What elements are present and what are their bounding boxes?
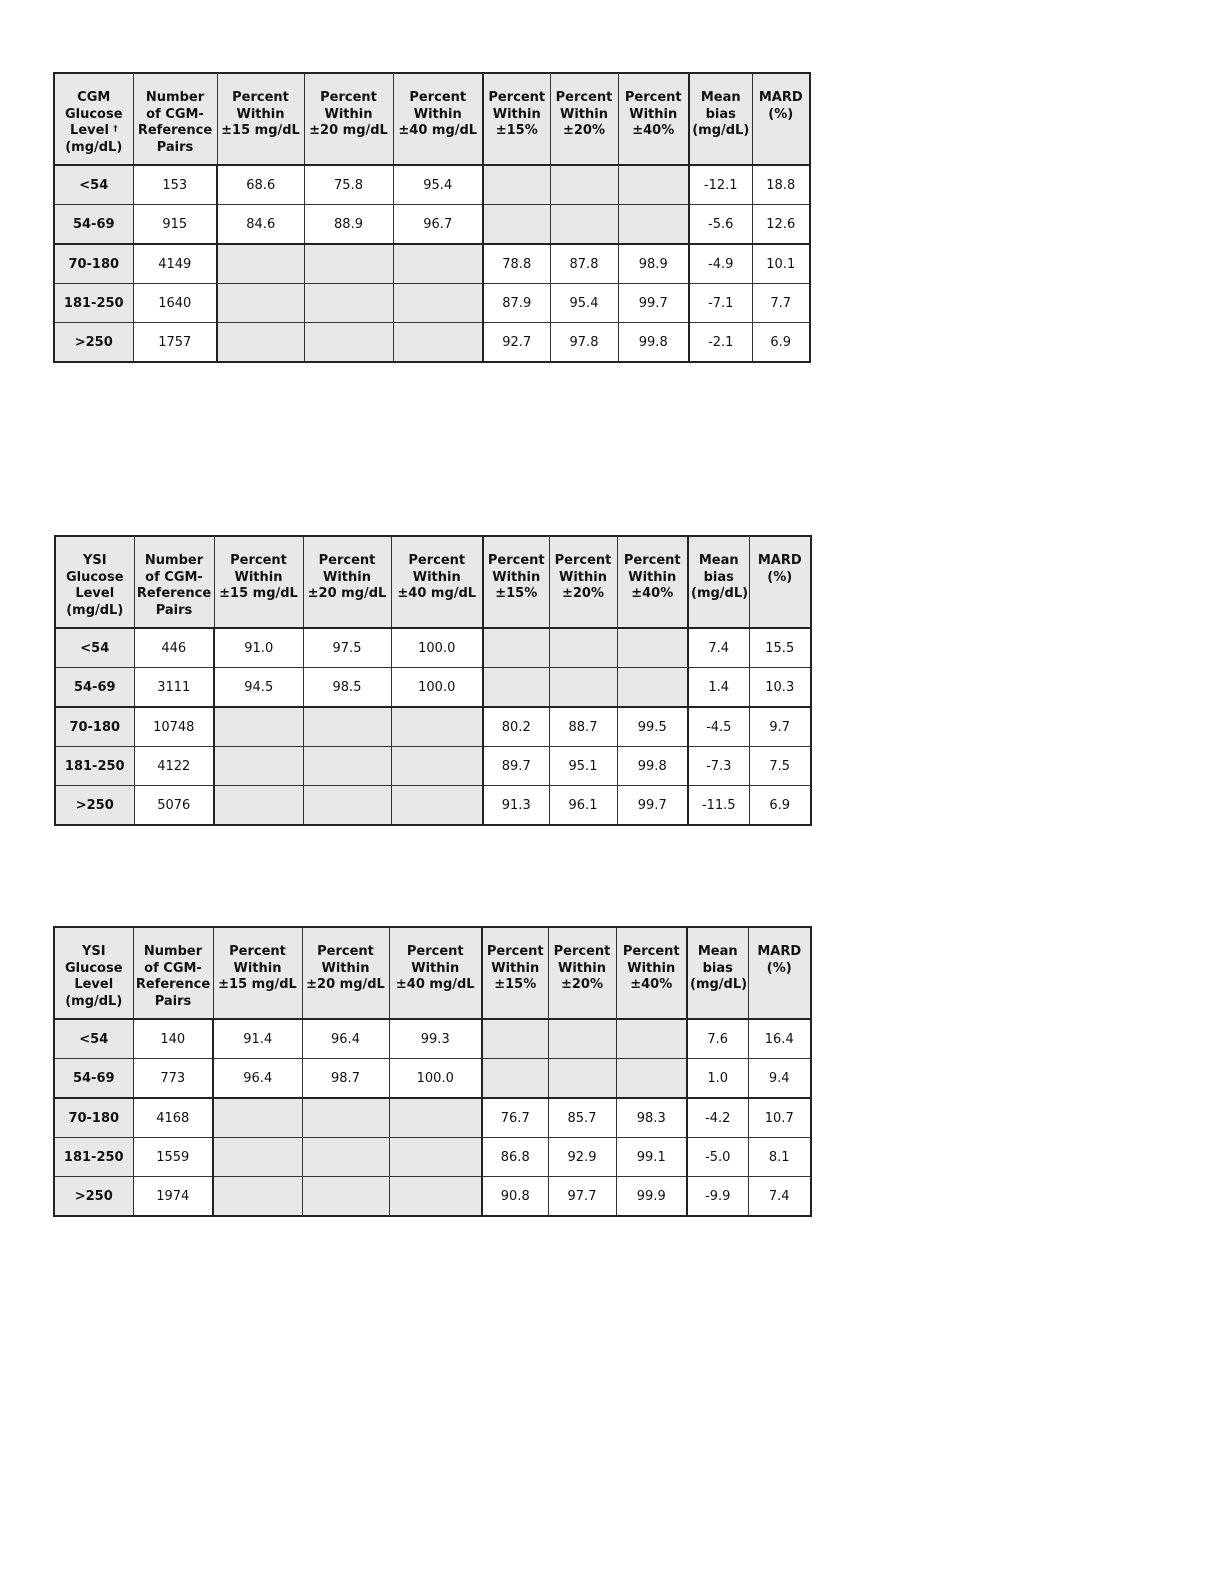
header-line: (mg/dL) — [692, 123, 750, 138]
footnote-mark: † — [113, 124, 118, 133]
header-line: Glucose — [64, 106, 123, 122]
table-cell: 96.4 — [302, 1019, 389, 1059]
table-cell: 80.2 — [483, 707, 549, 747]
table-cell — [214, 707, 303, 747]
table-cell — [617, 668, 688, 708]
table-cell — [550, 165, 618, 205]
table-cell — [304, 284, 393, 323]
table-cell: 1757 — [133, 323, 217, 363]
header-line: ±40 mg/dL — [395, 977, 475, 992]
glucose-level-cell: 181-250 — [54, 284, 133, 323]
table-cell: 86.8 — [482, 1138, 548, 1177]
header-line: ±15 mg/dL — [221, 123, 300, 138]
header-line: Percent — [230, 553, 287, 568]
header-line: Percent — [487, 553, 545, 568]
column-header — [393, 73, 483, 165]
table-row — [54, 244, 810, 284]
column-header — [687, 927, 748, 1019]
table-row — [55, 747, 811, 786]
table-cell: 5076 — [134, 786, 214, 826]
table-cell — [393, 323, 483, 363]
header-line: (mg/dL) — [691, 586, 749, 601]
table-cell: 16.4 — [748, 1019, 811, 1059]
table-cell: 3111 — [134, 668, 214, 708]
glucose-level-cell: >250 — [54, 323, 133, 363]
table-cell — [483, 165, 550, 205]
table-cell: 76.7 — [482, 1098, 548, 1138]
table-cell: 98.3 — [616, 1098, 687, 1138]
header-line: ±40 mg/dL — [398, 123, 478, 138]
table-cell: 6.9 — [749, 786, 811, 826]
table-cell — [391, 707, 483, 747]
table-cell: 91.3 — [483, 786, 549, 826]
header-line: Percent — [317, 944, 374, 959]
header-line: Percent — [488, 90, 546, 105]
table-cell — [391, 747, 483, 786]
table-cell — [550, 205, 618, 245]
header-line: bias — [705, 106, 736, 122]
header-line: YSI — [81, 944, 106, 959]
table-cell — [213, 1177, 302, 1217]
header-line: ±40 mg/dL — [397, 586, 477, 601]
header-row — [54, 73, 810, 165]
table-cell: 92.9 — [548, 1138, 616, 1177]
table-row — [54, 205, 810, 245]
table-cell — [483, 668, 549, 708]
table-row — [54, 1138, 811, 1177]
table-cell: 99.7 — [618, 284, 689, 323]
table-cell — [217, 244, 304, 284]
table-cell: 1974 — [133, 1177, 213, 1217]
table-row — [54, 323, 810, 363]
table-cell: 96.1 — [549, 786, 617, 826]
glucose-level-cell: 70-180 — [54, 244, 133, 284]
column-header — [54, 73, 133, 165]
header-line: ±15% — [495, 123, 538, 138]
table-cell: -4.5 — [688, 707, 749, 747]
header-line: MARD — [758, 90, 803, 105]
table-cell — [618, 205, 689, 245]
table-cell: 90.8 — [482, 1177, 548, 1217]
header-line: Percent — [232, 90, 289, 105]
header-line: Mean — [697, 944, 738, 959]
header-line: Mean — [698, 553, 739, 568]
header-line: Within — [234, 569, 283, 585]
header-line: Percent — [624, 90, 682, 105]
column-header — [389, 927, 482, 1019]
header-line: YSI — [82, 553, 107, 568]
table-cell: 7.7 — [752, 284, 810, 323]
header-line: Number — [143, 944, 203, 959]
header-line: MARD — [757, 944, 802, 959]
table-cell: -12.1 — [689, 165, 752, 205]
header-line: ±40% — [632, 123, 675, 138]
header-line: Number — [144, 553, 204, 568]
column-header — [133, 73, 217, 165]
column-header — [391, 536, 483, 628]
header-line: Percent — [406, 944, 464, 959]
table-cell — [549, 628, 617, 668]
table-cell — [304, 323, 393, 363]
table-row — [54, 1019, 811, 1059]
table-cell — [303, 786, 391, 826]
table-cell: 97.5 — [303, 628, 391, 668]
table-cell — [483, 205, 550, 245]
header-line: Percent — [555, 90, 613, 105]
column-header — [214, 536, 303, 628]
table-row — [54, 1098, 811, 1138]
table-cell: -5.6 — [689, 205, 752, 245]
header-line: bias — [703, 569, 734, 585]
header-line: Within — [323, 569, 371, 585]
table-row — [54, 1177, 811, 1217]
header-line: Percent — [229, 944, 286, 959]
table-cell — [616, 1019, 687, 1059]
column-header — [217, 73, 304, 165]
header-line: ±20% — [560, 977, 603, 992]
table-cell: 12.6 — [752, 205, 810, 245]
header-line: bias — [702, 960, 733, 976]
glucose-level-cell: <54 — [54, 1019, 133, 1059]
table-cell: 95.4 — [550, 284, 618, 323]
table-cell: -7.3 — [688, 747, 749, 786]
header-line: Level — [75, 586, 115, 601]
table-cell — [214, 786, 303, 826]
header-line: ±15% — [495, 586, 538, 601]
table-cell — [482, 1059, 548, 1099]
table-cell: 10748 — [134, 707, 214, 747]
table-cell: 97.7 — [548, 1177, 616, 1217]
table-row — [55, 628, 811, 668]
glucose-level-cell: 70-180 — [55, 707, 134, 747]
table-cell: 7.4 — [748, 1177, 811, 1217]
header-line: Percent — [409, 90, 467, 105]
header-line: (mg/dL) — [65, 139, 123, 155]
table-cell: 98.9 — [618, 244, 689, 284]
header-line: Within — [560, 106, 608, 122]
table-cell: -5.0 — [687, 1138, 748, 1177]
table-cell — [389, 1177, 482, 1217]
table-cell — [548, 1019, 616, 1059]
table-cell: -9.9 — [687, 1177, 748, 1217]
header-line: Within — [629, 106, 678, 122]
table-cell: 87.9 — [483, 284, 550, 323]
table-cell — [302, 1138, 389, 1177]
column-header — [134, 536, 214, 628]
table-cell: 7.4 — [688, 628, 749, 668]
header-line: of CGM- — [146, 106, 204, 122]
table-row — [54, 165, 810, 205]
header-line: Glucose — [64, 960, 123, 976]
table-cell — [389, 1098, 482, 1138]
table-cell: 140 — [133, 1019, 213, 1059]
table-cell — [549, 668, 617, 708]
table-cell — [617, 628, 688, 668]
column-header — [749, 536, 811, 628]
table-cell — [304, 244, 393, 284]
table-cell — [391, 786, 483, 826]
header-line: ±15% — [494, 977, 537, 992]
header-line: Level — [70, 123, 109, 138]
table-cell — [618, 165, 689, 205]
column-header — [549, 536, 617, 628]
table-cell: 68.6 — [217, 165, 304, 205]
table-cell: 4122 — [134, 747, 214, 786]
column-header — [550, 73, 618, 165]
table-cell: 1.0 — [687, 1059, 748, 1099]
header-line: ±20 mg/dL — [307, 586, 387, 601]
header-line: Level — [74, 977, 114, 992]
table-cell: 15.5 — [749, 628, 811, 668]
table-cell: 1.4 — [688, 668, 749, 708]
column-header — [302, 927, 389, 1019]
table-row — [55, 786, 811, 826]
glucose-level-cell: <54 — [54, 165, 133, 205]
column-header — [688, 536, 749, 628]
header-line: Within — [324, 106, 373, 122]
column-header — [304, 73, 393, 165]
column-header — [617, 536, 688, 628]
table-cell: 99.1 — [616, 1138, 687, 1177]
glucose-level-cell: 181-250 — [54, 1138, 133, 1177]
column-header — [616, 927, 687, 1019]
table-cell: 99.5 — [617, 707, 688, 747]
table-cell — [483, 628, 549, 668]
table-cell: 100.0 — [391, 628, 483, 668]
column-header — [213, 927, 302, 1019]
table-cell: 99.8 — [618, 323, 689, 363]
table-cell — [302, 1177, 389, 1217]
table-cell: 773 — [133, 1059, 213, 1099]
glucose-level-cell: 54-69 — [54, 205, 133, 245]
table-cell: 97.8 — [550, 323, 618, 363]
table-cell: 92.7 — [483, 323, 550, 363]
table-cell: -2.1 — [689, 323, 752, 363]
table-cell: 8.1 — [748, 1138, 811, 1177]
accuracy-table-3 — [53, 926, 812, 1217]
table-cell: -11.5 — [688, 786, 749, 826]
table-cell — [482, 1019, 548, 1059]
column-header — [618, 73, 689, 165]
column-header — [748, 927, 811, 1019]
table-cell — [393, 244, 483, 284]
table-cell: 95.4 — [393, 165, 483, 205]
column-header — [54, 927, 133, 1019]
header-line: (mg/dL) — [690, 977, 748, 992]
header-line: Within — [559, 569, 607, 585]
header-line: ±40% — [631, 586, 674, 601]
table-row — [54, 1059, 811, 1099]
header-line: Within — [628, 569, 677, 585]
header-line: Percent — [622, 944, 680, 959]
table-cell: 99.8 — [617, 747, 688, 786]
header-line: Percent — [553, 944, 611, 959]
column-header — [482, 927, 548, 1019]
header-line: Percent — [318, 553, 376, 568]
accuracy-table-1 — [53, 72, 811, 363]
glucose-level-cell: 181-250 — [55, 747, 134, 786]
header-line: Pairs — [155, 602, 193, 618]
table-cell: -4.9 — [689, 244, 752, 284]
table-cell — [217, 323, 304, 363]
table-cell: 89.7 — [483, 747, 549, 786]
header-line: Percent — [623, 553, 681, 568]
table-cell: 91.4 — [213, 1019, 302, 1059]
table-cell: 99.3 — [389, 1019, 482, 1059]
table-cell: 18.8 — [752, 165, 810, 205]
column-header — [133, 927, 213, 1019]
table-cell: 88.7 — [549, 707, 617, 747]
table-row — [55, 707, 811, 747]
column-header — [689, 73, 752, 165]
header-line: (mg/dL) — [65, 993, 123, 1009]
header-line: Percent — [486, 944, 544, 959]
table-cell: 1640 — [133, 284, 217, 323]
accuracy-table-2 — [54, 535, 812, 826]
table-cell: 99.9 — [616, 1177, 687, 1217]
header-line: Within — [558, 960, 606, 976]
table-cell: -4.2 — [687, 1098, 748, 1138]
table-cell: -7.1 — [689, 284, 752, 323]
header-line: Within — [236, 106, 285, 122]
header-line: ±20% — [562, 123, 605, 138]
table-cell: 88.9 — [304, 205, 393, 245]
table-cell: 7.6 — [687, 1019, 748, 1059]
header-line: ±20 mg/dL — [306, 977, 385, 992]
table-cell — [548, 1059, 616, 1099]
table-cell: 96.7 — [393, 205, 483, 245]
table-cell: 4149 — [133, 244, 217, 284]
glucose-level-cell: 54-69 — [54, 1059, 133, 1099]
table-cell: 99.7 — [617, 786, 688, 826]
header-line: (%) — [767, 569, 793, 585]
table-cell: 9.4 — [748, 1059, 811, 1099]
header-line: ±20 mg/dL — [309, 123, 388, 138]
header-line: Percent — [408, 553, 466, 568]
header-line: Within — [492, 569, 541, 585]
header-line: (mg/dL) — [66, 602, 124, 618]
header-line: ±15 mg/dL — [219, 586, 298, 601]
header-row — [55, 536, 811, 628]
header-line: Reference — [136, 586, 212, 601]
table-cell: 91.0 — [214, 628, 303, 668]
header-line: Mean — [700, 90, 741, 105]
header-line: Within — [413, 106, 462, 122]
header-line: Within — [491, 960, 540, 976]
header-line: Percent — [554, 553, 612, 568]
header-line: Within — [412, 569, 461, 585]
header-line: Pairs — [156, 139, 194, 155]
header-line: Reference — [137, 123, 213, 138]
table-cell — [302, 1098, 389, 1138]
table-cell: 10.7 — [748, 1098, 811, 1138]
table-cell — [389, 1138, 482, 1177]
header-line: ±15 mg/dL — [218, 977, 297, 992]
table-cell: 915 — [133, 205, 217, 245]
header-line: of CGM- — [144, 960, 202, 976]
header-line: Pairs — [154, 993, 192, 1009]
header-line: Within — [411, 960, 460, 976]
table-cell: 6.9 — [752, 323, 810, 363]
header-line: (%) — [768, 106, 794, 122]
table-cell — [213, 1098, 302, 1138]
header-line: Within — [233, 960, 282, 976]
table-cell: 10.1 — [752, 244, 810, 284]
table-cell: 9.7 — [749, 707, 811, 747]
table-cell: 96.4 — [213, 1059, 302, 1099]
table-cell: 95.1 — [549, 747, 617, 786]
table-cell: 98.5 — [303, 668, 391, 708]
header-line: Percent — [320, 90, 377, 105]
table-cell: 87.8 — [550, 244, 618, 284]
header-line: MARD — [757, 553, 802, 568]
table-cell — [214, 747, 303, 786]
table-cell: 4168 — [133, 1098, 213, 1138]
header-line: of CGM- — [145, 569, 203, 585]
column-header — [548, 927, 616, 1019]
table-cell: 100.0 — [389, 1059, 482, 1099]
table-cell: 10.3 — [749, 668, 811, 708]
table-cell — [303, 747, 391, 786]
table-cell: 94.5 — [214, 668, 303, 708]
table-cell — [393, 284, 483, 323]
table-cell: 446 — [134, 628, 214, 668]
table-cell: 85.7 — [548, 1098, 616, 1138]
table-cell: 153 — [133, 165, 217, 205]
header-line: Reference — [135, 977, 211, 992]
table-row — [54, 284, 810, 323]
header-row — [54, 927, 811, 1019]
column-header — [483, 73, 550, 165]
table-cell: 100.0 — [391, 668, 483, 708]
table-cell: 78.8 — [483, 244, 550, 284]
column-header — [752, 73, 810, 165]
header-line: Number — [145, 90, 205, 105]
table-cell — [217, 284, 304, 323]
header-line: (%) — [766, 960, 792, 976]
header-line: ±20% — [561, 586, 604, 601]
header-line: ±40% — [630, 977, 673, 992]
table-cell: 84.6 — [217, 205, 304, 245]
column-header — [55, 536, 134, 628]
column-header — [303, 536, 391, 628]
column-header — [483, 536, 549, 628]
table-cell — [303, 707, 391, 747]
table-cell — [213, 1138, 302, 1177]
header-line: Within — [627, 960, 676, 976]
glucose-level-cell: <54 — [55, 628, 134, 668]
table-cell: 98.7 — [302, 1059, 389, 1099]
header-line: Within — [492, 106, 541, 122]
glucose-level-cell: >250 — [54, 1177, 133, 1217]
header-line: CGM — [77, 90, 111, 105]
table-cell: 7.5 — [749, 747, 811, 786]
glucose-level-cell: >250 — [55, 786, 134, 826]
table-cell: 75.8 — [304, 165, 393, 205]
table-cell — [616, 1059, 687, 1099]
header-line: Glucose — [65, 569, 124, 585]
glucose-level-cell: 70-180 — [54, 1098, 133, 1138]
glucose-level-cell: 54-69 — [55, 668, 134, 708]
table-row — [55, 668, 811, 708]
table-cell: 1559 — [133, 1138, 213, 1177]
header-line: Within — [321, 960, 370, 976]
